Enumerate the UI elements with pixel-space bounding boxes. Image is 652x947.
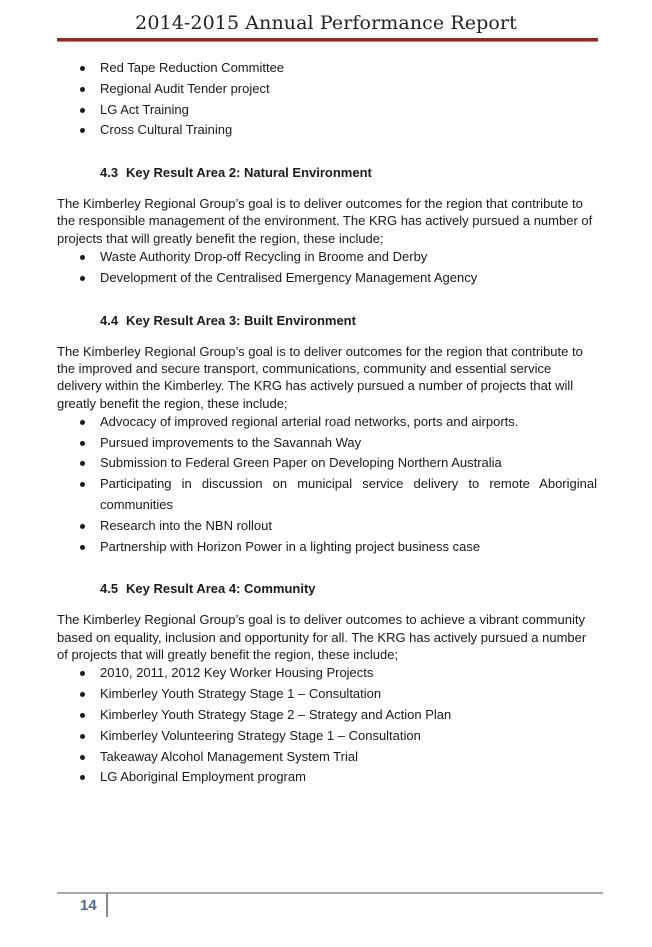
section-number: 4.3: [100, 165, 119, 181]
list-item: LG Aboriginal Employment program: [57, 767, 597, 788]
section-heading-text: Key Result Area 3: Built Environment: [126, 312, 356, 328]
page-header-title: 2014-2015 Annual Performance Report: [135, 12, 517, 34]
section-paragraph: The Kimberley Regional Group’s goal is to deliver outcomes for the region that contribute to the responsible management of the environment. The KRG has actively pursued a number of projects that will greatly benefit the region, these include;: [57, 196, 593, 246]
list-item: Kimberley Volunteering Strategy Stage 1 – Consultation: [57, 726, 597, 747]
list-item: Submission to Federal Green Paper on Developing Northern Australia: [57, 453, 597, 474]
list-item: Pursued improvements to the Savannah Way: [57, 433, 597, 454]
list-item: Waste Authority Drop-off Recycling in Broome and Derby: [57, 247, 597, 268]
section-number: 4.4: [100, 312, 119, 328]
list-item: Research into the NBN rollout: [57, 516, 597, 537]
list-item: Cross Cultural Training: [57, 120, 597, 141]
list-item: Participating in discussion on municipal service delivery to remote Aboriginal communities: [57, 474, 597, 516]
list-item: Development of the Centralised Emergency Management Agency: [57, 268, 597, 289]
section-bullet-list: [57, 663, 597, 788]
section-heading-text: Key Result Area 4: Community: [126, 581, 316, 597]
header-rule-shadow: [57, 41, 598, 42]
section-heading-text: Key Result Area 2: Natural Environment: [126, 165, 372, 181]
section-bullet-list: [57, 412, 597, 558]
page-content: [57, 58, 597, 788]
intro-bullet-list: [57, 58, 597, 141]
section-heading-4-4: [57, 311, 597, 331]
page-number: 14: [80, 897, 97, 914]
list-item: Partnership with Horizon Power in a lighting project business case: [57, 537, 597, 558]
section-paragraph: The Kimberley Regional Group’s goal is to deliver outcomes to achieve a vibrant community based on equality, inclusion and opportunity for all. The KRG has actively pursued a number of projects that will greatly benefit the region, these include;: [57, 612, 587, 663]
footer-divider: [106, 893, 108, 917]
section-number: 4.5: [100, 581, 119, 597]
section-paragraph: The Kimberley Regional Group’s goal is to deliver outcomes for the region that contribute to the improved and secure transport, communications, community and essential service delivery within the Kimberley. The KRG has actively pursued a number of projects that will greatly benefit the region, these include;: [57, 343, 583, 411]
section-heading-4-3: [57, 163, 597, 183]
list-item: 2010, 2011, 2012 Key Worker Housing Projects: [57, 663, 597, 684]
list-item: Red Tape Reduction Committee: [57, 58, 597, 79]
footer-rule: [57, 892, 603, 894]
list-item: Kimberley Youth Strategy Stage 2 – Strategy and Action Plan: [57, 705, 597, 726]
section-bullet-list: [57, 247, 597, 289]
list-item: Advocacy of improved regional arterial road networks, ports and airports.: [57, 412, 597, 433]
section-heading-4-5: [57, 579, 597, 599]
list-item: Regional Audit Tender project: [57, 79, 597, 100]
list-item: Kimberley Youth Strategy Stage 1 – Consultation: [57, 684, 597, 705]
list-item: Takeaway Alcohol Management System Trial: [57, 747, 597, 768]
list-item: LG Act Training: [57, 100, 597, 121]
